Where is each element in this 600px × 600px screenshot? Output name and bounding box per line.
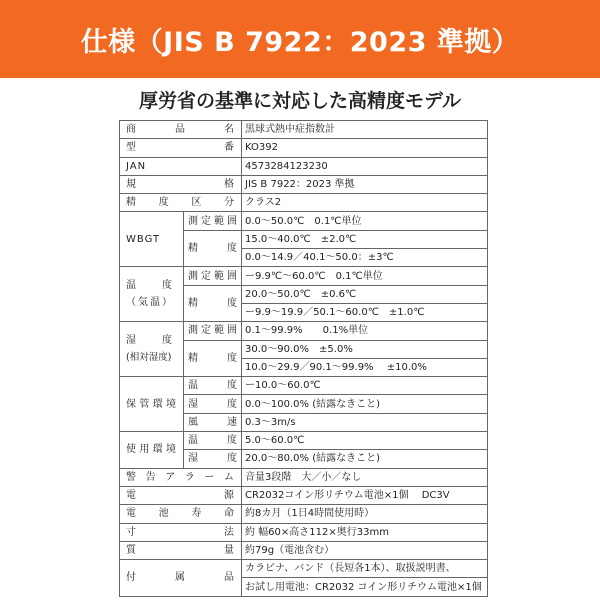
- table-row: [120, 267, 488, 285]
- table-row: [120, 523, 488, 541]
- spec-value: KO392: [242, 139, 488, 157]
- spec-sublabel: 温度: [184, 377, 242, 395]
- table-row: [120, 486, 488, 504]
- spec-value: CR2032コイン形リチウム電池×1個 DC3V: [242, 486, 488, 504]
- table-row: [120, 175, 488, 193]
- spec-sublabel: 精度: [184, 340, 242, 377]
- spec-label: 精度区分: [120, 194, 242, 212]
- spec-value: ー9.9〜19.9／50.1〜60.0℃ ±1.0℃: [242, 303, 488, 321]
- spec-label: 規格: [120, 175, 242, 193]
- spec-value: お試し用電池：CR2032 コイン形リチウム電池×1個: [242, 578, 488, 596]
- title-banner: [0, 0, 600, 78]
- spec-label: 保管環境: [120, 377, 184, 432]
- spec-label: 型番: [120, 139, 242, 157]
- spec-label: 商品名: [120, 121, 242, 139]
- spec-label: 質量: [120, 541, 242, 559]
- table-row: [120, 560, 488, 578]
- spec-value: 音量3段階 大／小／なし: [242, 468, 488, 486]
- spec-sublabel: 湿度: [184, 395, 242, 413]
- spec-value: ー9.9℃〜60.0℃ 0.1℃単位: [242, 267, 488, 285]
- spec-label: 寸法: [120, 523, 242, 541]
- spec-label: JAN: [120, 157, 242, 175]
- spec-value: 0.0〜50.0℃ 0.1℃単位: [242, 212, 488, 230]
- table-row: [120, 468, 488, 486]
- spec-value: JIS B 7922：2023 準拠: [242, 175, 488, 193]
- spec-sublabel: 測定範囲: [184, 322, 242, 340]
- spec-sublabel: 精度: [184, 285, 242, 322]
- spec-sublabel: 精度: [184, 230, 242, 267]
- spec-value: 20.0〜50.0℃ ±0.6℃: [242, 285, 488, 303]
- spec-value: 5.0〜60.0℃: [242, 432, 488, 450]
- page-title: 仕様（JIS B 7922：2023 準拠）: [80, 26, 520, 58]
- spec-label: 電源: [120, 486, 242, 504]
- spec-label: WBGT: [120, 212, 184, 267]
- spec-label: 湿度: [126, 335, 198, 347]
- spec-table: [119, 120, 488, 597]
- table-row: [120, 157, 488, 175]
- spec-label: 温度: [126, 280, 198, 292]
- table-row: [120, 432, 488, 450]
- spec-value: 約 幅60×高さ112×奥行33mm: [242, 523, 488, 541]
- spec-value: 約8カ月（1日4時間使用時）: [242, 505, 488, 523]
- spec-value: クラス2: [242, 194, 488, 212]
- table-row: [120, 505, 488, 523]
- spec-label: 電池寿命: [120, 505, 242, 523]
- page-subtitle: 厚労省の基準に対応した高精度モデル: [138, 90, 462, 112]
- spec-value: ー10.0〜60.0℃: [242, 377, 488, 395]
- spec-label: 付属品: [120, 560, 242, 597]
- spec-value: 黒球式熱中症指数計: [242, 121, 488, 139]
- table-row: [120, 139, 488, 157]
- spec-label-group: [120, 322, 198, 377]
- spec-value: 15.0〜40.0℃ ±2.0℃: [242, 230, 488, 248]
- spec-value: 約79g（電池含む）: [242, 541, 488, 559]
- spec-value: 20.0〜80.0% (結露なきこと): [242, 450, 488, 468]
- table-row: [120, 212, 488, 230]
- spec-label: (相対湿度): [126, 352, 172, 364]
- spec-value: 30.0〜90.0% ±5.0%: [242, 340, 488, 358]
- spec-sublabel: 湿度: [184, 450, 242, 468]
- spec-value: 0.1〜99.9% 0.1%単位: [242, 322, 488, 340]
- spec-value: カラビナ、バンド（長短各1本）、取扱説明書、: [242, 560, 488, 578]
- spec-value: 4573284123230: [242, 157, 488, 175]
- table-row: [120, 541, 488, 559]
- table-row: [120, 322, 488, 340]
- spec-label: 使用環境: [120, 432, 184, 469]
- spec-sublabel: 測定範囲: [184, 212, 242, 230]
- spec-sublabel: 測定範囲: [184, 267, 242, 285]
- spec-value: 0.3〜3m/s: [242, 413, 488, 431]
- spec-value: 0.0〜14.9／40.1〜50.0：±3℃: [242, 249, 488, 267]
- spec-value: 0.0〜100.0% (結露なきこと): [242, 395, 488, 413]
- table-row: [120, 121, 488, 139]
- spec-sublabel: 温度: [184, 432, 242, 450]
- spec-sublabel: 風速: [184, 413, 242, 431]
- table-row: [120, 377, 488, 395]
- spec-label: 警告アラーム: [120, 468, 242, 486]
- spec-label-group: [120, 267, 198, 322]
- spec-label: （気温）: [126, 297, 174, 309]
- spec-value: 10.0〜29.9／90.1〜99.9% ±10.0%: [242, 358, 488, 376]
- table-row: [120, 194, 488, 212]
